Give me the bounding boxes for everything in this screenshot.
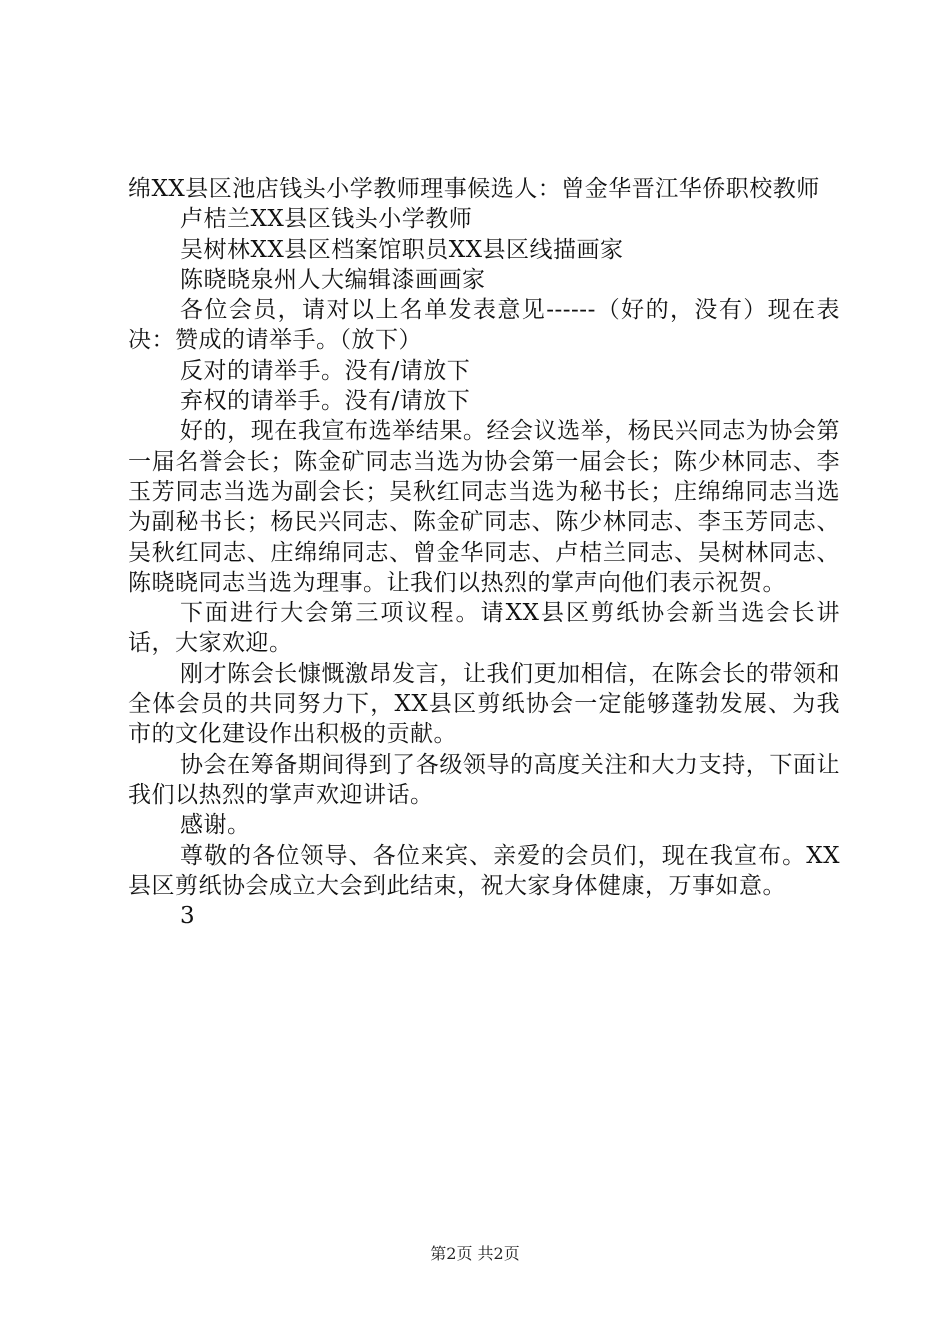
paragraph: 各位会员，请对以上名单发表意见------（好的，没有）现在表决：赞成的请举手。（放下） [128,297,840,354]
document-body [128,174,840,931]
paragraph: 卢桔兰XX县区钱头小学教师 [180,206,473,233]
paragraph: 下面进行大会第三项议程。请XX县区剪纸协会新当选会长讲话，大家欢迎。 [128,600,840,657]
page-number-marker: 3 [180,903,196,930]
paragraph: 刚才陈会长慷慨激昂发言，让我们更加相信，在陈会长的带领和全体会员的共同努力下，XX县区剪纸协会一定能够蓬勃发展、为我市的文化建设作出积极的贡献。 [128,660,840,748]
paragraph: 感谢。 [180,812,251,839]
paragraph: 好的，现在我宣布选举结果。经会议选举，杨民兴同志为协会第一届名誉会长；陈金矿同志当选为协会第一届会长；陈少林同志、李玉芳同志当选为副会长；吴秋红同志当选为秘书长；庄绵绵同志当选为副秘书长；杨民兴同志、陈金矿同志、陈少林同志、李玉芳同志、吴秋红同志、庄绵绵同志、曾金华同志、卢桔兰同志、吴树林同志、陈晓晓同志当选为理事。让我们以热烈的掌声向他们表示祝贺。 [128,418,840,596]
paragraph: 陈晓晓泉州人大编辑漆画画家 [180,266,486,293]
paragraph: 绵XX县区池店钱头小学教师理事候选人：曾金华晋江华侨职校教师 [128,176,820,202]
paragraph: 反对的请举手。没有/请放下 [180,357,471,384]
page-footer: 第2页 共2页 [430,1244,520,1263]
paragraph: 尊敬的各位领导、各位来宾、亲爱的会员们，现在我宣布。XX县区剪纸协会成立大会到此结束，祝大家身体健康，万事如意。 [128,842,840,899]
paragraph: 弃权的请举手。没有/请放下 [180,388,471,415]
paragraph: 吴树林XX县区档案馆职员XX县区线描画家 [180,236,624,263]
paragraph: 协会在筹备期间得到了各级领导的高度关注和大力支持，下面让我们以热烈的掌声欢迎讲话。 [128,751,840,808]
